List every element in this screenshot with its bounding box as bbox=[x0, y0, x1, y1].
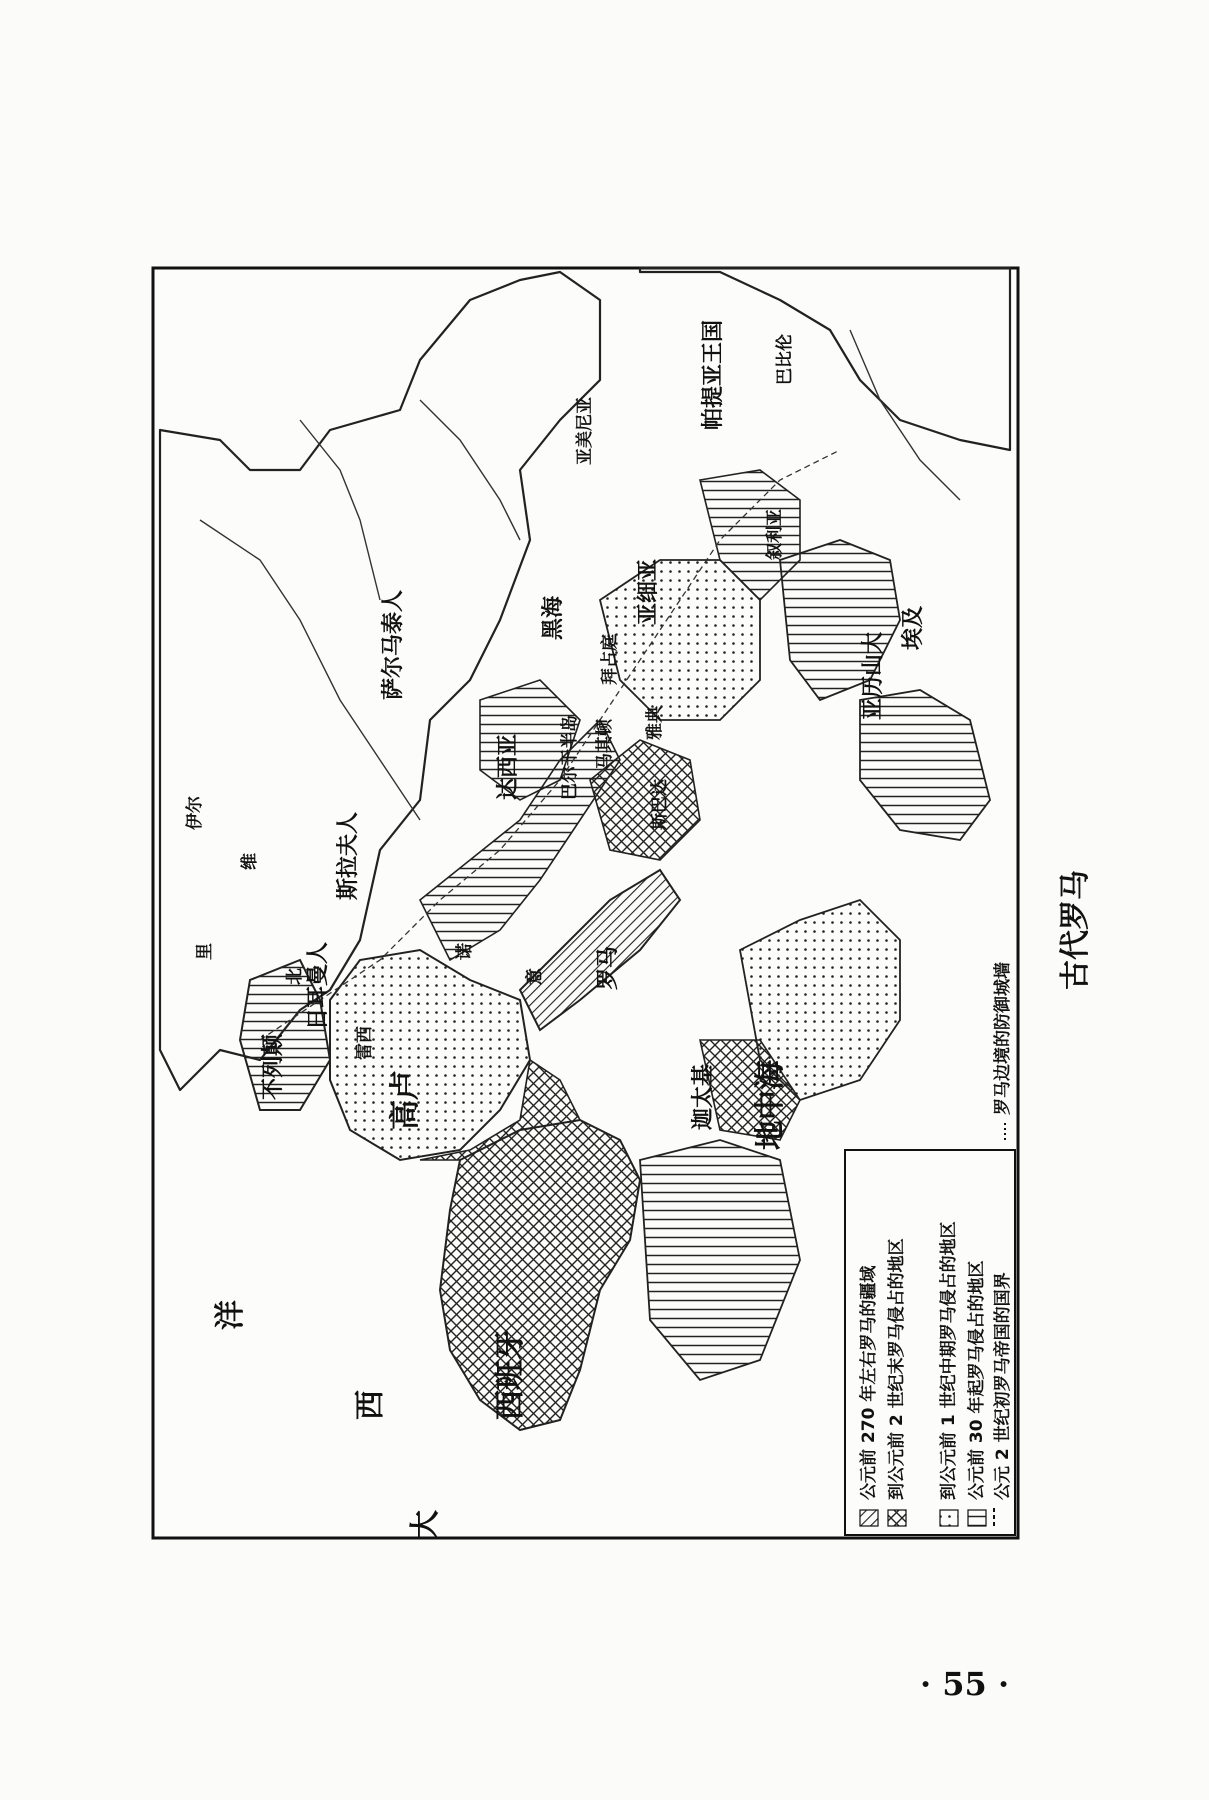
label-babylon: 巴比伦 bbox=[775, 334, 795, 385]
label-north: 北 bbox=[285, 968, 305, 985]
label-egypt: 埃及 bbox=[901, 605, 926, 650]
label-noricum: 诺 bbox=[455, 943, 475, 960]
legend-item-1: 公元前 270 年左右罗马的疆域 bbox=[859, 1265, 879, 1500]
legend-item-6: 罗马边境的防御城墙 bbox=[993, 962, 1013, 1115]
label-carthage: 迦太基 bbox=[691, 1063, 716, 1130]
label-macedonia: 马其顿 bbox=[595, 719, 615, 770]
label-syria: 叙利亚 bbox=[765, 509, 785, 560]
label-italy: 意 bbox=[525, 968, 545, 985]
label-spain: 西班牙 bbox=[493, 1330, 528, 1420]
label-armenia: 亚美尼亚 bbox=[575, 397, 595, 465]
legend-item-5: 公元 2 世纪初罗马帝国的国界 bbox=[993, 1272, 1013, 1500]
page-number: · 55 · bbox=[920, 1665, 1010, 1703]
label-north-2: 里 bbox=[195, 943, 215, 960]
label-baltic: 伊尔 bbox=[185, 796, 205, 830]
label-parthia: 帕提亚王国 bbox=[701, 319, 726, 430]
label-sarmatians: 萨尔马泰人 bbox=[381, 589, 406, 700]
legend-swatch-cross bbox=[888, 1510, 906, 1526]
label-dacia: 达西亚 bbox=[496, 733, 521, 800]
label-atlantic-2: 西 bbox=[353, 1390, 388, 1420]
label-balkan: 巴尔干半岛 bbox=[560, 715, 580, 800]
label-venedi: 维 bbox=[240, 853, 260, 870]
label-byzantium: 拜占庭 bbox=[600, 634, 620, 685]
label-gaul: 高卢 bbox=[388, 1070, 423, 1130]
label-sparta: 斯巴达 bbox=[650, 779, 670, 830]
label-britain: 不列颠 bbox=[261, 1033, 286, 1100]
map-caption: 古代罗马 bbox=[1058, 870, 1093, 990]
legend-swatch-dots bbox=[940, 1510, 958, 1526]
label-asia-minor: 亚细亚 bbox=[636, 558, 661, 625]
label-slavs: 斯拉夫人 bbox=[336, 811, 361, 900]
label-alexandria: 亚历山大 bbox=[861, 631, 886, 720]
legend-item-4: 公元前 30 年起罗马侵占的地区 bbox=[967, 1260, 987, 1500]
label-rome: 罗马 bbox=[596, 945, 621, 990]
label-atlantic-1: 大 bbox=[408, 1510, 443, 1540]
legend-swatch-vert bbox=[968, 1510, 986, 1526]
label-black-sea: 黑海 bbox=[541, 595, 566, 640]
legend-item-3: 到公元前 1 世纪中期罗马侵占的地区 bbox=[939, 1221, 959, 1500]
label-rhaetia: 雷西 bbox=[355, 1026, 375, 1060]
legend-swatch-diag bbox=[860, 1510, 878, 1526]
legend-item-2: 到公元前 2 世纪末罗马侵占的地区 bbox=[887, 1238, 907, 1500]
label-athens: 雅典 bbox=[645, 706, 665, 740]
label-atlantic-3: 洋 bbox=[213, 1300, 248, 1330]
label-mediterranean: 地中海 bbox=[753, 1060, 788, 1150]
label-germania: 日耳曼人 bbox=[306, 941, 331, 1030]
